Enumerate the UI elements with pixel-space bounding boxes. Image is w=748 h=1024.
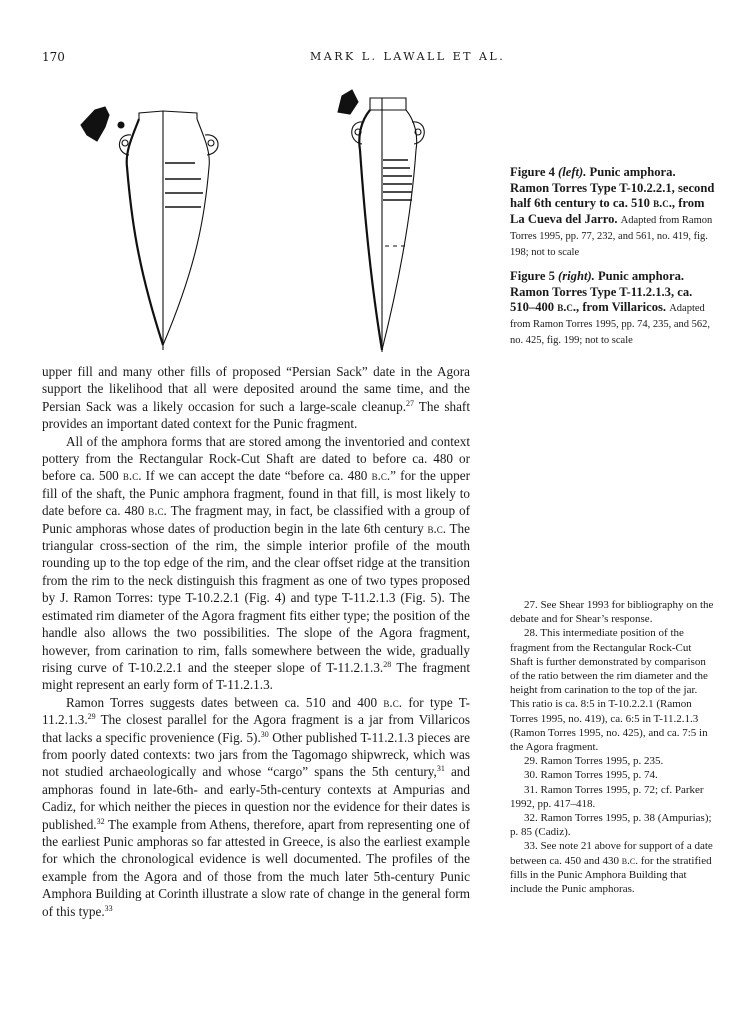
figure-4-amphora-drawing xyxy=(75,105,235,350)
text-run: The example from Athens, therefore, apart from representing one of the earliest Punic amphoras so far attested in Greece, is also the earliest example for which the chronological evidence is well documented. The profiles of the example from the Agora and of those from the much later 5th-century Punic Amphora Building at Corinth illustrate a slow rate of change in the general form of this type. xyxy=(42,816,470,919)
paragraph-2 xyxy=(42,433,470,694)
figure-4-caption xyxy=(510,165,715,260)
caption-title: Punic amphora. Ramon Torres Type T-10.2.2.1, second half 6th century to ca. 510 xyxy=(510,165,715,210)
text-run: The closest parallel for the Agora fragment is a jar from Villaricos that lacks a specific provenience (Fig. 5). xyxy=(42,712,470,745)
text-run: If we can accept the date “before ca. 480 xyxy=(141,468,372,484)
footnote-ref: 33 xyxy=(104,903,113,913)
footnote-ref: 30 xyxy=(260,729,269,739)
era-abbrev: b.c. xyxy=(371,468,391,484)
footnote-31: 31. Ramon Torres 1995, p. 72; cf. Parker 1992, pp. 417–418. xyxy=(510,783,704,810)
footnotes xyxy=(510,598,715,896)
footnote-30: 30. Ramon Torres 1995, p. 74. xyxy=(524,769,658,782)
text-run: All of the amphora forms that are stored among the inventoried and context pottery from the Rectangular Rock-Cut Shaft are dated to before ca. 480 or before ca. 500 xyxy=(42,433,470,484)
text-run: The fragment might represent an early form of T-11.2.1.3. xyxy=(42,659,470,693)
footnote-28: 28. This intermediate position of the fragment from the Rectangular Rock-Cut Shaft is further demonstrated by comparison of the ratio between the rim diameter and the height from carination to the top of the jar. This ratio is ca. 8:5 in T-10.2.2.1 (Ramon Torres 1995, no. 419), ca. 6:5 in T-11.2.1.3 (Ramon Torres 1995, no. 425), and ca. 7:5 in the Agora fragment. xyxy=(510,627,708,754)
footnote-ref: 31 xyxy=(436,764,445,774)
caption-credit: Adapted from Ramon Torres 1995, pp. 77, 232, and 561, no. 419, fig. 198; not to scale xyxy=(510,214,713,258)
footnote-ref: 32 xyxy=(96,816,105,826)
era-abbrev: b.c. xyxy=(427,520,447,536)
page-number: 170 xyxy=(42,50,65,64)
text-run: ” for the upper fill of the shaft, the Punic amphora fragment, found in that fill, is most likely to date before ca. 480 xyxy=(42,468,470,519)
text-run: for the stratified fills in the Punic Amphora Building that include the Punic amphoras. xyxy=(510,854,712,896)
rim-fragment-section xyxy=(338,90,358,114)
running-head: MARK L. LAWALL ET AL. xyxy=(310,50,506,63)
era-abbrev: b.c. xyxy=(557,300,577,314)
text-run: 33. See note 21 above for support of a date between ca. 450 and 430 xyxy=(510,840,713,867)
footnote-29: 29. Ramon Torres 1995, p. 235. xyxy=(524,755,664,768)
caption-provenance: , from La Cueva del Jarro. xyxy=(510,196,705,226)
footnote-ref: 29 xyxy=(87,712,96,722)
paragraph-1 xyxy=(42,363,470,433)
era-abbrev: b.c. xyxy=(653,196,672,210)
main-text xyxy=(42,363,470,920)
caption-title: Punic amphora. Ramon Torres Type T-11.2.1.3, ca. 510–400 xyxy=(510,269,693,314)
figure-5-caption xyxy=(510,269,715,348)
text-run: upper fill and many other fills of proposed “Persian Sack” date in the Agora support the likelihood that all were deposited around the same time, and the Persian Sack was a likely occasion for such a large-scale cleanup. xyxy=(42,364,470,414)
footnote-ref: 27 xyxy=(406,398,414,408)
footnote-32: 32. Ramon Torres 1995, p. 38 (Ampurias); p. 85 (Cadiz). xyxy=(510,812,712,839)
text-run: for type T-11.2.1.3. xyxy=(42,694,470,728)
caption-label: Figure 4 xyxy=(510,165,559,179)
era-abbrev: b.c. xyxy=(148,503,167,519)
caption-position: (left). xyxy=(558,165,587,179)
text-run: The shaft provides an important dated context for the Punic fragment. xyxy=(42,398,470,432)
caption-label: Figure 5 xyxy=(510,269,559,283)
handle-section xyxy=(118,122,124,128)
text-run: The triangular cross-section of the rim, the simple interior profile of the mouth rounding up to the top edge of the rim, and the clear offset ridge at the transition from the rim to the neck distinguish this fragment as one of two types proposed by J. Ramon Torres: type T-10.2.2.1 (Fig. 4) and type T-11.2.1.3 (Fig. 5). The estimated rim diameter of the Agora fragment fits either type; the position of the handle also allows the two possibilities. The slope of the Agora fragment, however, from carination to rim, falls somewhere between the wide, gradually rising curve of T-10.2.2.1 and the steeper slope of T-11.2.1.3. xyxy=(42,520,470,675)
caption-position: (right). xyxy=(558,269,595,283)
era-abbrev: b.c. xyxy=(621,854,638,867)
rim-fragment-section xyxy=(81,107,109,141)
era-abbrev: b.c. xyxy=(122,468,142,484)
caption-provenance: , from Villaricos. xyxy=(576,300,667,314)
caption-credit: Adapted from Ramon Torres 1995, pp. 74, 235, and 562, no. 425, fig. 199; not to scale xyxy=(510,303,711,346)
text-run: Ramon Torres suggests dates between ca. 510 and 400 xyxy=(66,694,384,710)
text-run: and amphoras found in late-6th- and early-5th-century contexts at Ampurias and Cadiz, for which neither the pieces in question nor the evidence for their dates is published. xyxy=(42,764,470,832)
text-run: The fragment may, in fact, be classified with a group of Punic amphoras whose dates of production begin in the late 6th century xyxy=(42,503,470,536)
footnote-ref: 28 xyxy=(383,659,392,669)
footnote-27: 27. See Shear 1993 for bibliography on the debate and for Shear’s response. xyxy=(510,599,714,626)
footnote-33 xyxy=(510,839,715,896)
text-run: Other published T-11.2.1.3 pieces are from poorly dated contexts: two jars from the Tagomago shipwreck, which was not studied archaeologically and whose “cargo” spans the 5th century, xyxy=(42,729,470,780)
paragraph-3 xyxy=(42,694,470,920)
era-abbrev: b.c. xyxy=(383,694,403,710)
figure-5-amphora-drawing xyxy=(330,88,445,353)
